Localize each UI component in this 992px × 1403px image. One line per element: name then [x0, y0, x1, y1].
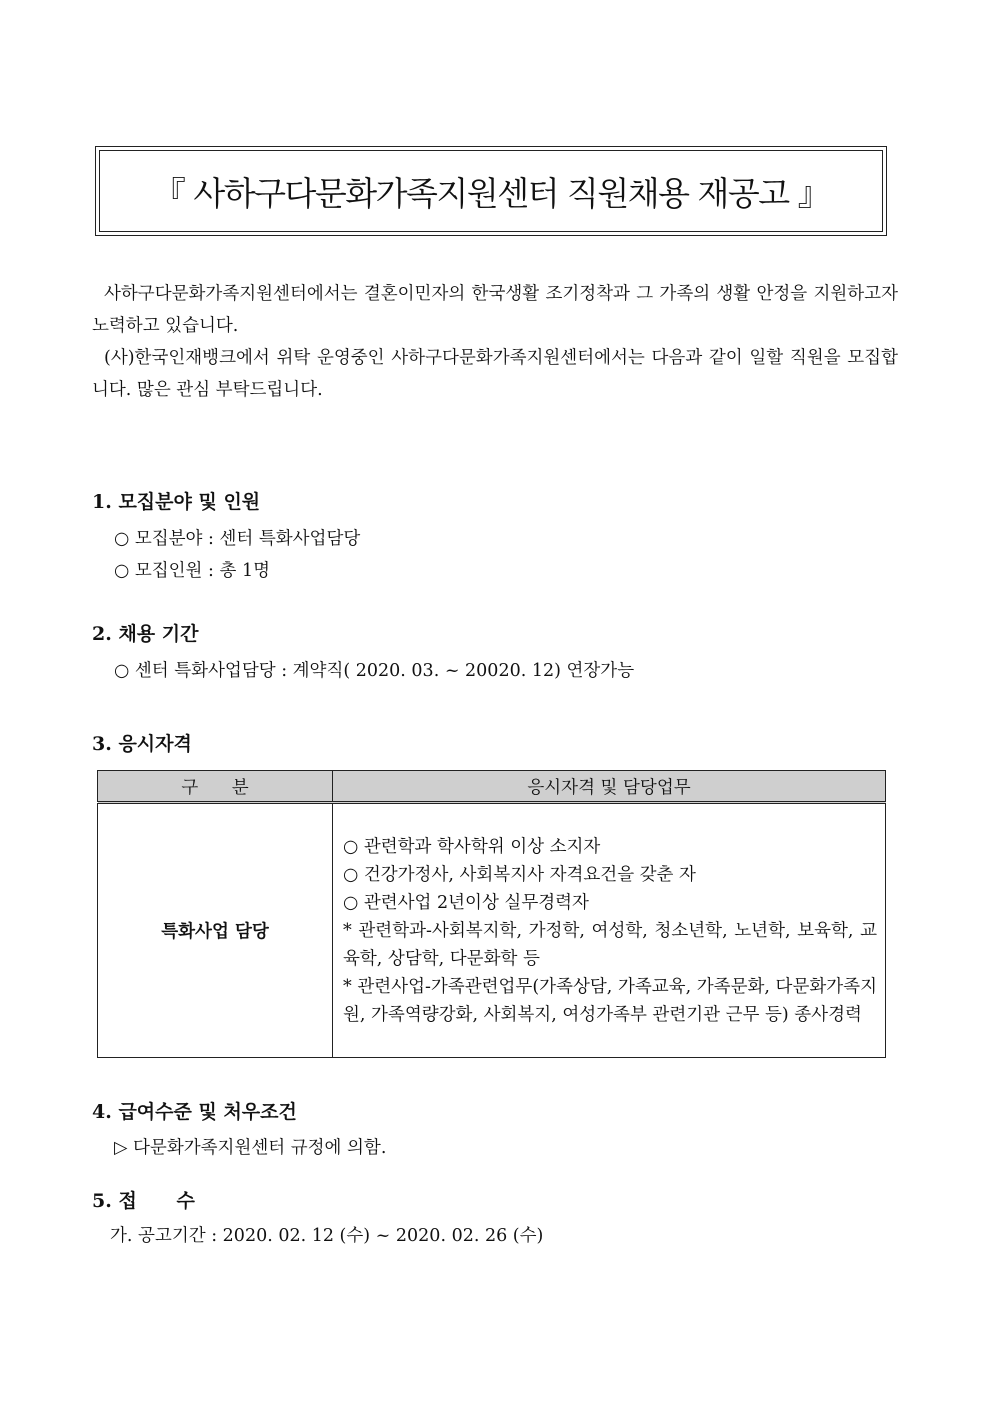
- section-2-heading: 2. 채용 기간: [92, 623, 199, 645]
- section-5-heading: 5. 접 수: [92, 1190, 195, 1212]
- qualification-table: [97, 770, 886, 1058]
- table-cell-category: 특화사업 담당: [98, 803, 333, 1058]
- section-4-item-1: ▷ 다문화가족지원센터 규정에 의함.: [114, 1138, 387, 1158]
- section-5-item-1: 가. 공고기간 : 2020. 02. 12 (수) ~ 2020. 02. 26 (수): [110, 1226, 544, 1246]
- section-3-heading: 3. 응시자격: [92, 733, 192, 755]
- intro-paragraph-2: (사)한국인재뱅크에서 위탁 운영중인 사하구다문화가족지원센터에서는 다음과 같이 일할 직원을 모집합니다. 많은 관심 부탁드립니다.: [92, 348, 898, 400]
- table-header-row: [98, 771, 886, 803]
- detail-line-5: * 관련사업-가족관련업무(가족상담, 가족교육, 가족문화, 다문화가족지원, 가족역량강화, 사회복지, 여성가족부 관련기관 근무 등) 종사경력: [343, 976, 877, 1025]
- page-title: 『 사하구다문화가족지원센터 직원채용 재공고 』: [99, 150, 883, 232]
- detail-line-1: ○ 관련학과 학사학위 이상 소지자: [343, 836, 601, 857]
- detail-line-3: ○ 관련사업 2년이상 실무경력자: [343, 892, 589, 913]
- title-box: [95, 146, 887, 236]
- table-cell-detail: [333, 803, 886, 1058]
- section-1-item-1: ○ 모집분야 : 센터 특화사업담당: [114, 529, 361, 549]
- detail-line-4: * 관련학과-사회복지학, 가정학, 여성학, 청소년학, 노년학, 보육학, 교육학, 상담학, 다문화학 등: [343, 920, 877, 969]
- intro-text: [92, 278, 898, 406]
- section-2-item-1: ○ 센터 특화사업담당 : 계약직( 2020. 03. ~ 20020. 12) 연장가능: [114, 661, 635, 681]
- intro-paragraph-1: 사하구다문화가족지원센터에서는 결혼이민자의 한국생활 조기정착과 그 가족의 생활 안정을 지원하고자 노력하고 있습니다.: [92, 284, 898, 336]
- table-header-category: 구 분: [98, 771, 333, 803]
- table-row: [98, 803, 886, 1058]
- section-1-item-2: ○ 모집인원 : 총 1명: [114, 561, 270, 581]
- section-4-heading: 4. 급여수준 및 처우조건: [92, 1101, 297, 1123]
- section-1-heading: 1. 모집분야 및 인원: [92, 491, 261, 513]
- table-header-detail: 응시자격 및 담당업무: [333, 771, 886, 803]
- detail-line-2: ○ 건강가정사, 사회복지사 자격요건을 갖춘 자: [343, 864, 696, 885]
